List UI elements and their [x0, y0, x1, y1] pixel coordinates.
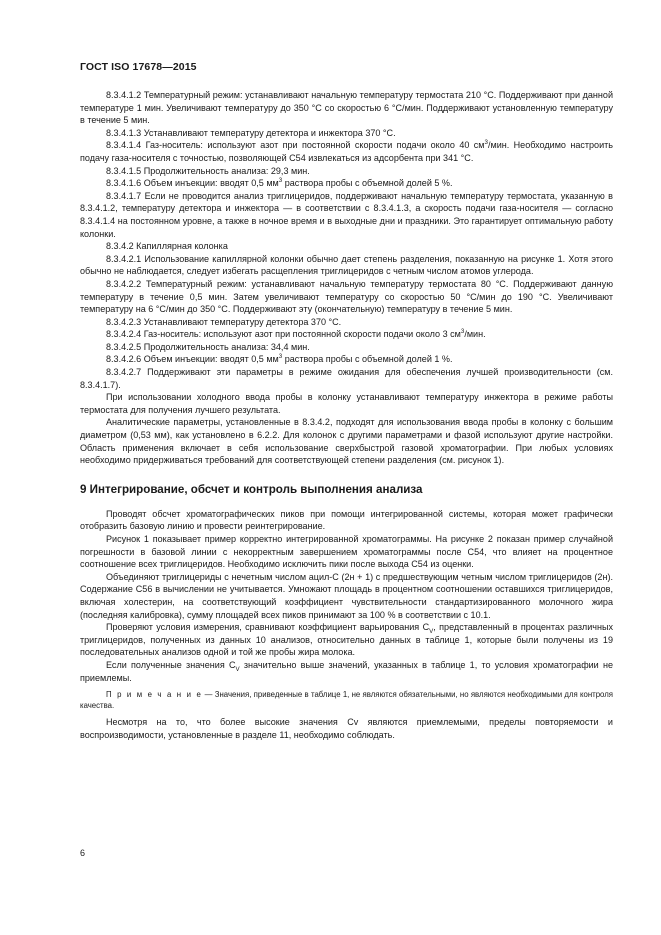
document-header: ГОСТ ISO 17678—2015 — [80, 61, 197, 73]
paragraph-8-3-4-1-7: 8.3.4.1.7 Если не проводится анализ триглицеридов, поддерживают начальную температуру термостата, указанную в 8.3.4.1.2, температуру детектора и инжектора — в соответствии с 8.3.4.1.3, а скорость подачи газа-носителя — согласно 8.3.4.1.4 на постоянном уровне, а также в ночное время и в выходные дни и праздники. Это гарантирует оптимальную работу колонки. — [80, 190, 613, 239]
document-body — [80, 89, 613, 741]
page-number: 6 — [80, 848, 86, 858]
paragraph-analytical-parameters: Аналитические параметры, установленные в 8.3.4.2, подходят для использования ввода пробы в колонку с большим диаметром (0,53 мм), как установлено в 6.2.2. Для колонок с другими параметрами и фазой используют другие настройки. Область применения включает в себя использование сверхбыстрой газовой хроматографии. При любых условиях необходимо придерживаться требований для соответствующей степени разделения (см. рисунок 1). — [80, 417, 613, 466]
paragraph-8-3-4-2-5: 8.3.4.2.5 Продолжительность анализа: 34,4 мин. — [106, 341, 310, 352]
note-text: — Значения, приведенные в таблице 1, не являются обязательными, но являются необходимыми для контроля качества. — [80, 690, 613, 711]
paragraph-8-3-4-2-2: 8.3.4.2.2 Температурный режим: устанавливают начальную температуру термостата 80 °С. Поддерживают данную температуру в течение 0,5 мин. Затем увеличивают температуру со скоростью 50 °С/мин до 190 °С. Увеличивают температуру на 6 °С/мин до 350 °С. Поддерживают эту (окончательную) температуру в течение 5 мин. — [80, 278, 613, 315]
paragraph-8-3-4-2-6 — [80, 353, 613, 366]
text-segment: значительно выше значений, указанных в таблице 1, то условия хроматографии не приемлемы. — [80, 659, 614, 683]
text-segment: 8.3.4.1.6 Объем инъекции: вводят 0,5 мм — [106, 178, 279, 189]
paragraph-triglycerides: Объединяют триглицериды с нечетным числом ацил-С (2н + 1) с предшествующим четным числом триглицеридов (2н). Содержание С56 в вычислении не учитывается. Умножают площадь в процентном соотношении оставшихся триглицеридов, включая холестерин, на соответствующий коэффициент чувствительности стандартизированного молочного жира (последняя калибровка), сумму площадей всех пиков принимают за 100 % в соответствии с 10.1. — [80, 571, 613, 620]
paragraph-8-3-4-1-5: 8.3.4.1.5 Продолжительность анализа: 29,3 мин. — [106, 165, 310, 176]
paragraph-figure-examples: Рисунок 1 показывает пример корректно интегрированной хроматограммы. На рисунке 2 показан пример случайной погрешности в базовой линии с некорректным завершением хроматограммы после С54, что влияет на процентное соотношение всех триглицеридов. Необходимо исключить пики после выхода С54 из оценки. — [80, 534, 613, 570]
superscript: 3 — [278, 353, 283, 361]
section-9-heading: 9 Интегрирование, обсчет и контроль выполнения анализа — [80, 482, 423, 496]
text-segment: Проверяют условия измерения, сравнивают коэффициент варьирования С — [106, 622, 430, 633]
text-segment: 8.3.4.1.4 Газ-носитель: используют азот при постоянной скорости подачи около 40 см — [106, 140, 485, 151]
paragraph-8-3-4-2-1: 8.3.4.2.1 Использование капиллярной колонки обычно дает степень разделения, показанную на рисунке 1. Хотя этого обычно не наблюдается, следует избегать расщепления триглицеридов с четным числом атомов углерода. — [80, 253, 613, 277]
paragraph-cv-values — [80, 659, 613, 684]
superscript: 3 — [278, 177, 283, 185]
superscript: 3 — [484, 139, 488, 147]
paragraph-8-3-4-2-4 — [80, 328, 613, 341]
text-segment: Если полученные значения С — [106, 659, 236, 670]
paragraph-8-3-4-1-4 — [80, 139, 613, 164]
text-segment: 8.3.4.2.4 Газ-носитель: используют азот при постоянной скорости подачи около 3 см — [106, 329, 461, 340]
text-segment: /мин. Необходимо настроить подачу газа-носителя с точностью, позволяющей С54 извлекаться из адсорбента при 341 °С. — [80, 140, 613, 163]
paragraph-8-3-4-2-3: 8.3.4.2.3 Устанавливают температуру детектора 370 °С. — [106, 316, 342, 327]
paragraph-8-3-4-2-7: 8.3.4.2.7 Поддерживают эти параметры в режиме ожидания для обеспечения лучшей производительности (см. 8.3.4.1.7). — [80, 367, 613, 390]
paragraph-integration: Проводят обсчет хроматографических пиков при помощи интегрированной системы, которая может графически отобразить базовую линию и провести реинтегрирование. — [80, 508, 613, 532]
subscript: V — [429, 627, 434, 635]
text-segment: раствора пробы с объемной долей 1 %. — [282, 354, 453, 365]
paragraph-cold-injection: При использовании холодного ввода пробы в колонку устанавливают температуру инжектора в режиме работы термостата для получения лучшего результата. — [80, 392, 613, 415]
paragraph-8-3-4-1-2: 8.3.4.1.2 Температурный режим: устанавливают начальную температуру термостата 210 °С. Поддерживают при данной температуре 1 мин. Увеличивают температуру до 350 °С со скоростью 6 °С/мин. Поддерживают установленную температуру в течение 5 мин. — [80, 90, 613, 126]
paragraph-variation-coefficient — [80, 621, 613, 659]
paragraph-8-3-4-1-6 — [80, 177, 613, 190]
text-segment: раствора пробы с объемной долей 5 %. — [282, 178, 453, 189]
paragraph-repeatability: Несмотря на то, что более высокие значения Cv являются приемлемыми, пределы повторяемости и воспроизводимости, установленные в разделе 11, необходимо соблюдать. — [80, 717, 613, 740]
superscript: 3 — [460, 328, 465, 336]
subscript: V — [235, 665, 240, 673]
text-segment: /мин. — [464, 329, 486, 340]
note-label: П р и м е ч а н и е — [106, 690, 203, 700]
paragraph-8-3-4-2: 8.3.4.2 Капиллярная колонка — [106, 241, 228, 252]
paragraph-8-3-4-1-3: 8.3.4.1.3 Устанавливают температуру детектора и инжектора 370 °С. — [106, 127, 396, 138]
text-segment: 8.3.4.2.6 Объем инъекции: вводят 0,5 мм — [106, 354, 279, 365]
note — [80, 689, 613, 711]
text-segment: , представленный в процентах различных триглицеридов, полученных из данных 10 анализов, относительно данных в таблице 1, которые были получены из 19 последовательных анализов одной и той же пробы жира молока. — [80, 622, 613, 658]
